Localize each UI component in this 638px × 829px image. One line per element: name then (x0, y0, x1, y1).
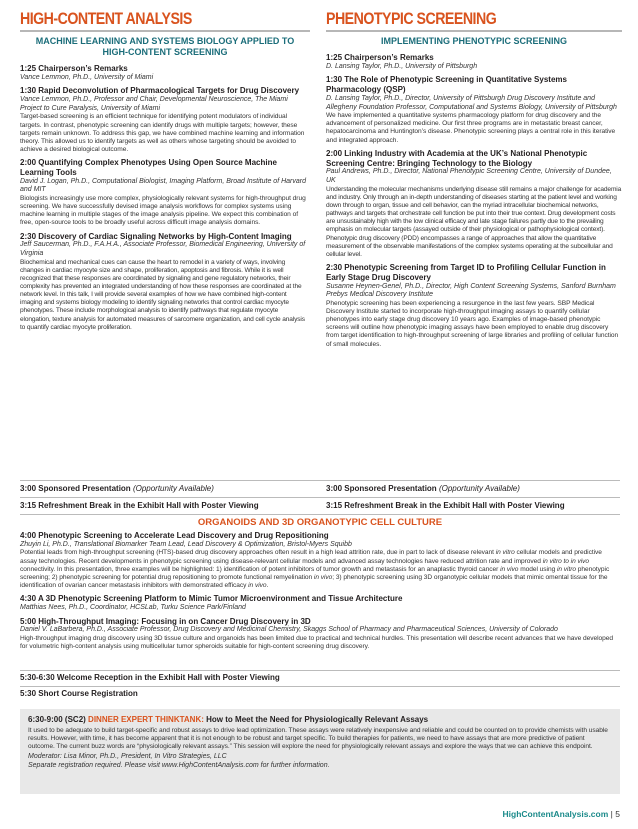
session-title: 1:25 Chairperson’s Remarks (20, 64, 128, 73)
left-item-4 (20, 232, 310, 332)
session-speaker: Vance Lemmon, Ph.D., University of Miami (20, 73, 154, 81)
session-description: High-throughput imaging drug discovery using 3D tissue culture and organoids has been limited due to practical and technical hurdles. This presentation will describe recent advances that we have developed for volumetric high-content analysis using multicellular tumor spheroids suitable for high-content screening drug discovery. (20, 634, 613, 651)
session-speaker: Vance Lemmon, Ph.D., Professor and Chair, Developmental Neuroscience, The Miami Project to Cure Paralysis, University of Miami (20, 96, 288, 112)
session-title: 2:30 Discovery of Cardiac Signaling Networks by High-Content Imaging (20, 231, 292, 241)
session-speaker: David J. Logan, Ph.D., Computational Biologist, Imaging Platform, Broad Institute of Harvard and MIT (20, 177, 306, 194)
right-header: PHENOTYPIC SCREENING (326, 10, 497, 28)
session-speaker: Daniel V. LaBarbera, Ph.D., Associate Professor, Drug Discovery and Medicinal Chemistry, Skaggs School of Pharmacy and Pharmaceutical Sciences, University of Colorado (20, 626, 558, 634)
thinktank-moderator: Moderator: Lisa Minor, Ph.D., President, In Vitro Strategies, LLC (28, 753, 227, 761)
session-speaker: D. Lansing Taylor, Ph.D., Director, University of Pittsburgh Drug Discovery Institute and Allegheny Foundation Professor, Computational and Systems Biology, University of Pittsburgh (326, 94, 617, 111)
session-speaker: Zhuyin Li, Ph.D., Translational Biomarker Team Lead, Lead Discovery & Optimization, Bristol-Myers Squibb (20, 540, 352, 548)
organoids-header: ORGANOIDS AND 3D ORGANOTYPIC CELL CULTURE (197, 517, 443, 528)
thinktank-registration: Separate registration required. Please visit www.HighContentAnalysis.com for further information. (28, 761, 330, 769)
organoids-section (20, 517, 620, 655)
reception-row (20, 673, 620, 683)
sponsored-time: 3:00 Sponsored Presentation (326, 484, 437, 493)
sponsored-note: (Opportunity Available) (132, 484, 214, 493)
right-item-2 (326, 75, 622, 144)
session-speaker: D. Lansing Taylor, Ph.D., University of Pittsburgh (326, 62, 478, 70)
thinktank-title: How to Meet the Need for Physiologically Relevant Assays (206, 715, 429, 724)
thinktank-description: It used to be adequate to build target-specific and robust assays to drive lead optimization. These assays were relatively inexpensive and reliable and could be counted on to provide chemists with usable results. However, with time, it has become apparent that it is not enough to be robust and target specific. To build therapies for patients, we need to have assays that are more predictive of patient outcome. The current buzz words are “physiologically relevant assays.” This session will explore the need for physiologically relevant assays and explore the ways that we can achieve this endpoint. (28, 726, 608, 751)
course-label: 5:30 Short Course Registration (20, 689, 138, 698)
session-title: 5:00 High-Throughput Imaging: Focusing in on Cancer Drug Discovery in 3D (20, 616, 311, 626)
session-title: 1:25 Chairperson’s Remarks (326, 53, 434, 62)
session-speaker: Jeff Saucerman, Ph.D., F.A.H.A., Associate Professor, Biomedical Engineering, University of Virginia (20, 241, 306, 257)
break-label: 3:15 Refreshment Break in the Exhibit Hall with Poster Viewing (326, 501, 565, 510)
divider (20, 514, 620, 515)
sponsored-time: 3:00 Sponsored Presentation (20, 484, 131, 493)
left-header-rule (20, 30, 310, 32)
left-item-2 (20, 86, 310, 154)
break-label: 3:15 Refreshment Break in the Exhibit Hall with Poster Viewing (20, 501, 259, 510)
thinktank-title-line (28, 715, 612, 725)
right-sponsored (326, 484, 622, 494)
left-header: HIGH-CONTENT ANALYSIS (20, 10, 192, 28)
thinktank-label: DINNER EXPERT THINKTANK: (88, 715, 204, 724)
left-sponsored (20, 484, 310, 494)
session-description: Potential leads from high-throughput screening (HTS)-based drug discovery approaches often result in a high lead attrition rate, due in part to lack of disease relevant in vitro cellular models and predictive assay technologies. Recent developments in phenotypic screening using disease-relevant cellular models and advanced assay technologies have reduced attrition rate and improved in vitro to in vivo connectivity. In this presentation, three examples will be highlighted: 1) identification of potent inhibitors of tumor growth and metastasis for an anaplastic thyroid cancer in vivo model using in vitro phenotypic screening; 2) phenotypic screening for potential drug repositioning to promote functional remyelination in vivo; 3) phenotypic screening using 3D organotypic cellular models that mimic omental tissue for the identification of ovarian cancer metastasis inhibitors with demonstrated efficacy in vivo. (20, 549, 610, 590)
right-item-3 (326, 149, 622, 259)
session-title: 2:00 Quantifying Complex Phenotypes Using Open Source Machine Learning Tools (20, 158, 277, 177)
session-title: 1:30 The Role of Phenotypic Screening in Quantitative Systems Pharmacology (QSP) (326, 75, 567, 95)
right-column (326, 10, 622, 353)
session-speaker: Susanne Heynen-Genel, Ph.D., Director, High Content Screening Systems, Sanford Burnham Prebys Medical Discovery Institute (326, 282, 616, 299)
left-column (20, 10, 310, 336)
footer (503, 809, 621, 819)
right-header-rule (326, 30, 622, 32)
session-description: Target-based screening is an efficient technique for identifying potent modulators of individual targets. In contrast, phenotypic screening can identify drugs with multiple targets; however, these targets remain unknown. To address this gap, we have combined machine learning and information theory. This allowed us to identify targets as well as others whose targeting should be avoided to achieve a desired biological outcome. (20, 113, 305, 153)
divider (20, 670, 620, 671)
session-title: 4:30 A 3D Phenotypic Screening Platform to Mimic Tumor Microenvironment and Tissue Architecture (20, 594, 403, 604)
organoids-item-3 (20, 617, 620, 652)
left-item-1 (20, 64, 310, 82)
right-break (326, 501, 622, 511)
session-speaker: Paul Andrews, Ph.D., Director, National Phenotypic Screening Centre, University of Dundee, UK (326, 168, 612, 184)
reception-label: 5:30-6:30 Welcome Reception in the Exhibit Hall with Poster Viewing (20, 673, 280, 682)
organoids-item-2 (20, 594, 620, 612)
course-row (20, 689, 620, 699)
left-subheader: MACHINE LEARNING AND SYSTEMS BIOLOGY APPLIED TO HIGH-CONTENT SCREENING (35, 36, 295, 57)
divider (20, 497, 620, 498)
session-description: Phenotypic screening has been experiencing a resurgence in the last few years. SBP Medical Discovery Institute started to incorporate high-throughput imaging assays to quantify cellular phenotypes into early stage drug discovery 10 years ago. Examples of image-based phenotypic screens will outline how phenotypic imaging assays have been employed to enable drug discovery from target identification to high-throughput screening of large libraries and profiling of cellular function of small molecules. (326, 299, 619, 348)
page-number: 5 (615, 809, 620, 819)
divider (20, 686, 620, 687)
session-title: 2:30 Phenotypic Screening from Target ID to Profiling Cellular Function in Early Stage Drug Discovery (326, 262, 606, 282)
sponsored-note: (Opportunity Available) (438, 484, 520, 493)
right-item-4 (326, 263, 622, 349)
session-description: Biologists increasingly use more complex, physiologically relevant systems for high-throughput drug screening. We have successfully devised image analysis workflows for complex systems using machine learning in multiple stages of the image analysis pipeline. We expect this combination of free, open-source tools to be broadly useful across difficult image analysis domains. (20, 194, 306, 227)
left-item-3 (20, 158, 310, 227)
session-description: Understanding the molecular mechanisms underlying disease still remains a major challenge for academia and industry. Only through an in-depth understanding of diseases starting at the patient level and working down through to organ, tissue and cell behavior, can the myriad intracellular biochemical networks, pathways and targets that orchestrate cell function be put into their true context. Drug development costs are unsustainably high with the low clinical efficacy and late stage failures partly due to the prevailing emphasis on molecular targets (assayed outside of their physiological or pathophysiological context). Phenotypic drug discovery (PDD) encompasses a range of approaches that allow the quantitative measurement of the observable manifestations of the complex systems operating at the subcellular and cellular level. (326, 185, 622, 258)
right-item-1 (326, 53, 622, 71)
session-description: We have implemented a quantitative systems pharmacology platform for drug discovery and the advancement of personalized medicine. Our first three programs are in metastatic breast cancer, hepatocarcinoma and Huntington’s disease. Phenotypic screening plays a central role in this iterative and integrated approach. (326, 112, 616, 144)
session-description: Biochemical and mechanical cues can cause the heart to remodel in a variety of ways, involving changes in cardiac myocyte size and shape, proliferation, apoptosis and fibrosis. While it is well recognized that these responses are coordinated by signaling and gene regulatory networks, their complexity has prevented an integrated understanding of how these responses are coordinated at the network level. In this talk, I will provide several examples of how we have combined high-content imaging and systems biology modeling to identify signaling networks that control cardiac myocyte phenotypes. These include morphological analysis to identify pathways that regulate myocyte elongation, texture analysis for automated measures of sarcomere organization, and cell cycle analysis to quantify cardiac myocyte proliferation. (20, 258, 305, 331)
thinktank-time: 6:30-9:00 (SC2) (28, 715, 86, 724)
left-break (20, 501, 310, 511)
footer-separator: | (610, 809, 613, 819)
divider (20, 480, 620, 481)
thinktank-box (20, 709, 620, 794)
session-title: 4:00 Phenotypic Screening to Accelerate Lead Discovery and Drug Repositioning (20, 531, 329, 540)
organoids-item-1 (20, 531, 620, 590)
footer-url[interactable]: HighContentAnalysis.com (502, 809, 609, 819)
session-title: 1:30 Rapid Deconvolution of Pharmacological Targets for Drug Discovery (20, 86, 300, 96)
session-speaker: Matthias Nees, Ph.D., Coordinator, HCSLab, Turku Science Park/Finland (20, 603, 246, 611)
session-title: 2:00 Linking Industry with Academia at the UK’s National Phenotypic Screening Centre: Bringing Technology to the Biology (326, 148, 588, 168)
right-subheader: IMPLEMENTING PHENOTYPIC SCREENING (380, 36, 568, 46)
